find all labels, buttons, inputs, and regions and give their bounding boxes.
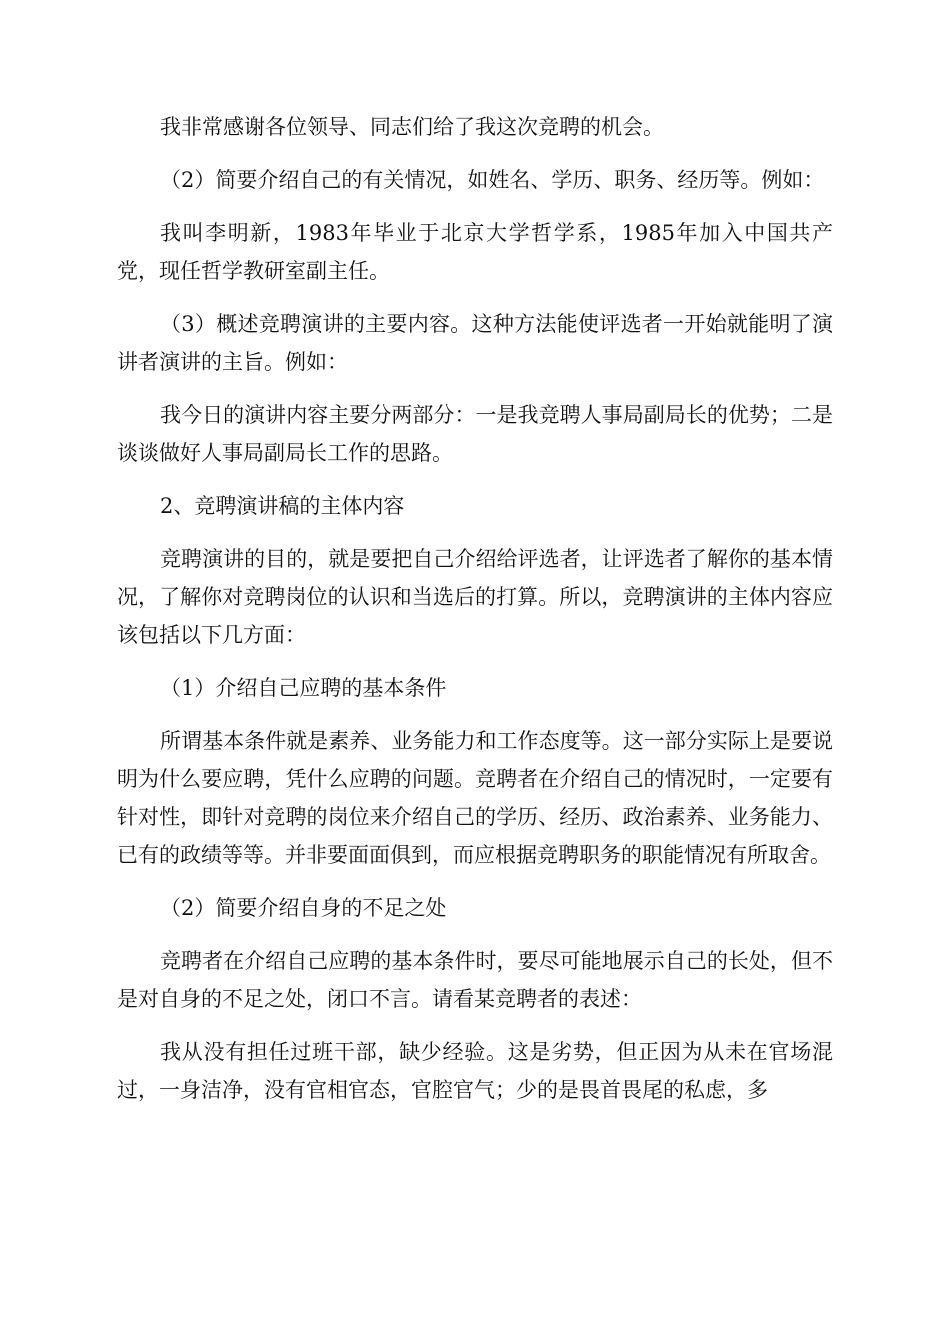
paragraph-example-shortcomings: 我从没有担任过班干部，缺少经验。这是劣势，但正因为从未在官场混过，一身洁净，没有官相官态，官腔官气；少的是畏首畏尾的私虑，多 [117, 1040, 833, 1102]
section-heading-main-body: 2、竞聘演讲稿的主体内容 [160, 494, 405, 518]
paragraph-thanks: 我非常感谢各位领导、同志们给了我这次竞聘的机会。 [160, 115, 664, 139]
paragraph-example-name: 我叫李明新，1983年毕业于北京大学哲学系，1985年加入中国共产党，现任哲学教研室副主任。 [117, 221, 833, 283]
paragraph-purpose: 竞聘演讲的目的，就是要把自己介绍给评选者，让评选者了解你的基本情况，了解你对竞聘岗位的认识和当选后的打算。所以，竞聘演讲的主体内容应该包括以下几方面： [117, 547, 833, 647]
subheading-shortcomings: （2）简要介绍自身的不足之处 [160, 896, 447, 920]
paragraph-item-2-intro: （2）简要介绍自己的有关情况，如姓名、学历、职务、经历等。例如： [160, 168, 825, 192]
paragraph-shortcomings: 竞聘者在介绍自己应聘的基本条件时，要尽可能地展示自己的长处，但不是对自身的不足之处，闭口不言。请看某竞聘者的表述： [117, 949, 833, 1011]
paragraph-example-content: 我今日的演讲内容主要分两部分：一是我竞聘人事局副局长的优势；二是谈谈做好人事局副局长工作的思路。 [117, 403, 833, 465]
paragraph-basic-conditions: 所谓基本条件就是素养、业务能力和工作态度等。这一部分实际上是要说明为什么要应聘，凭什么应聘的问题。竞聘者在介绍自己的情况时，一定要有针对性，即针对竞聘的岗位来介绍自己的学历、经历、政治素养、业务能力、已有的政绩等等。并非要面面俱到，而应根据竞聘职务的职能情况有所取舍。 [117, 729, 833, 867]
paragraph-item-3-summary: （3）概述竞聘演讲的主要内容。这种方法能使评选者一开始就能明了演讲者演讲的主旨。例如： [117, 312, 833, 374]
document-page [117, 108, 833, 1109]
subheading-basic-conditions: （1）介绍自己应聘的基本条件 [160, 676, 447, 700]
